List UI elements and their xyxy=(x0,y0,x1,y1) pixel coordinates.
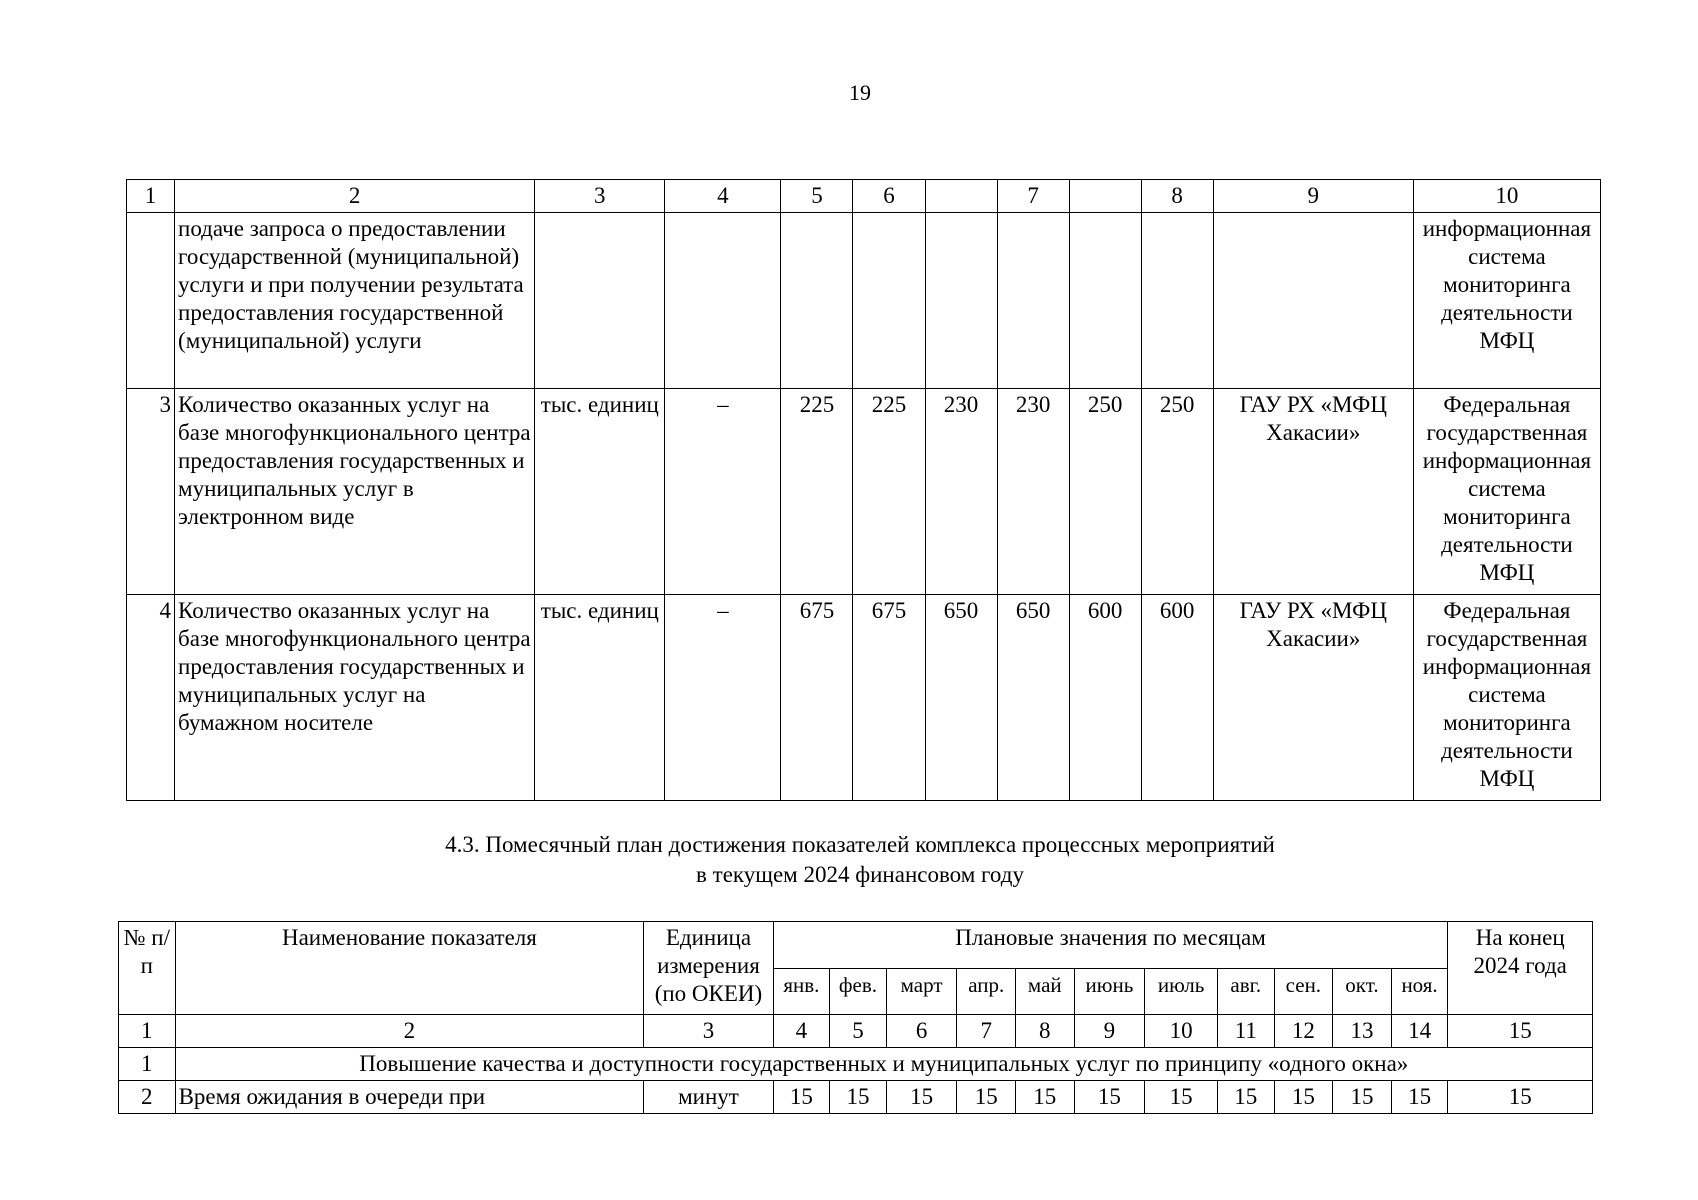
header-cell: 7 xyxy=(997,180,1069,213)
column-number-row xyxy=(119,1015,1593,1048)
year-end-header: На конец 2024 года xyxy=(1448,922,1593,1015)
month-header: июль xyxy=(1145,968,1218,1015)
table-row xyxy=(119,1081,1593,1114)
row-number xyxy=(127,213,175,389)
value-cell: 15 xyxy=(1145,1081,1218,1114)
value-cell: 225 xyxy=(853,389,925,595)
indicator-name: подаче запроса о предоставлении государственной (муниципальной) услуги и при получении результата предоставления государственной (муниципальной) услуги xyxy=(175,213,535,389)
month-header: окт. xyxy=(1333,968,1392,1015)
header-cell: 6 xyxy=(853,180,925,213)
indicators-table xyxy=(126,179,1601,801)
col-number: 6 xyxy=(886,1015,957,1048)
col-number: 14 xyxy=(1391,1015,1448,1048)
unit-cell: минут xyxy=(644,1081,773,1114)
value-cell: 15 xyxy=(886,1081,957,1114)
col-number: 7 xyxy=(957,1015,1016,1048)
indicator-name: Количество оказанных услуг на базе многофункционального центра предоставления государственных и муниципальных услуг на бумажном носителе xyxy=(175,595,535,801)
value-cell: 600 xyxy=(1069,595,1141,801)
col-number: 5 xyxy=(830,1015,887,1048)
section-title-line-1: 4.3. Помесячный план достижения показателей комплекса процессных мероприятий xyxy=(445,832,1275,857)
col-number: 4 xyxy=(773,1015,830,1048)
value-cell: 225 xyxy=(781,389,853,595)
month-header: сен. xyxy=(1274,968,1333,1015)
month-header: ноя. xyxy=(1391,968,1448,1015)
month-header: март xyxy=(886,968,957,1015)
header-cell: 5 xyxy=(781,180,853,213)
value-cell: 600 xyxy=(1141,595,1213,801)
month-header: май xyxy=(1016,968,1075,1015)
col-number: 8 xyxy=(1016,1015,1075,1048)
header-cell: 2 xyxy=(175,180,535,213)
monthly-plan-table xyxy=(118,921,1593,1114)
dash-cell: – xyxy=(665,595,781,801)
month-header: июнь xyxy=(1074,968,1145,1015)
section-heading: Повышение качества и доступности государственных и муниципальных услуг по принципу «одного окна» xyxy=(175,1048,1592,1081)
year-end-value: 15 xyxy=(1448,1081,1593,1114)
unit-cell: тыс. единиц xyxy=(535,389,665,595)
value-cell: 15 xyxy=(1016,1081,1075,1114)
table-row xyxy=(127,213,1601,389)
col-number: 15 xyxy=(1448,1015,1593,1048)
value-cell: 650 xyxy=(997,595,1069,801)
planned-values-header: Плановые значения по месяцам xyxy=(773,922,1448,969)
value-cell: 650 xyxy=(925,595,997,801)
dash-cell: – xyxy=(665,389,781,595)
column-number-row xyxy=(127,180,1601,213)
responsible-cell: ГАУ РХ «МФЦ Хакасии» xyxy=(1213,595,1413,801)
header-cell: 1 xyxy=(127,180,175,213)
table-row xyxy=(127,595,1601,801)
col-number: 10 xyxy=(1145,1015,1218,1048)
header-cell: 4 xyxy=(665,180,781,213)
name-header: Наименование показателя xyxy=(175,922,644,1015)
value-cell: 675 xyxy=(853,595,925,801)
table-row xyxy=(127,389,1601,595)
value-cell: 230 xyxy=(925,389,997,595)
value-cell: 15 xyxy=(830,1081,887,1114)
month-header: апр. xyxy=(957,968,1016,1015)
header-cell xyxy=(925,180,997,213)
value-cell: 250 xyxy=(1069,389,1141,595)
section-title xyxy=(0,830,1698,890)
value-cell: 15 xyxy=(1218,1081,1275,1114)
value-cell: 250 xyxy=(1141,389,1213,595)
header-row xyxy=(119,922,1593,969)
row-number: 1 xyxy=(119,1048,176,1081)
value-cell: 15 xyxy=(957,1081,1016,1114)
col-number: 13 xyxy=(1333,1015,1392,1048)
month-header: авг. xyxy=(1218,968,1275,1015)
col-number: 11 xyxy=(1218,1015,1275,1048)
month-header: янв. xyxy=(773,968,830,1015)
value-cell: 15 xyxy=(1391,1081,1448,1114)
value-cell: 15 xyxy=(1333,1081,1392,1114)
value-cell: 15 xyxy=(773,1081,830,1114)
value-cell: 15 xyxy=(1274,1081,1333,1114)
col-number: 2 xyxy=(175,1015,644,1048)
responsible-cell: ГАУ РХ «МФЦ Хакасии» xyxy=(1213,389,1413,595)
num-header: № п/п xyxy=(119,922,176,1015)
month-header: фев. xyxy=(830,968,887,1015)
header-cell: 10 xyxy=(1413,180,1600,213)
value-cell: 15 xyxy=(1074,1081,1145,1114)
value-cell: 230 xyxy=(997,389,1069,595)
unit-cell: тыс. единиц xyxy=(535,595,665,801)
data-source: Федеральная государственная информационная система мониторинга деятельности МФЦ xyxy=(1413,389,1600,595)
col-number: 12 xyxy=(1274,1015,1333,1048)
col-number: 3 xyxy=(644,1015,773,1048)
header-cell: 3 xyxy=(535,180,665,213)
section-row xyxy=(119,1048,1593,1081)
indicator-name: Количество оказанных услуг на базе многофункционального центра предоставления государственных и муниципальных услуг в электронном виде xyxy=(175,389,535,595)
value-cell: 675 xyxy=(781,595,853,801)
data-source: Федеральная государственная информационная система мониторинга деятельности МФЦ xyxy=(1413,595,1600,801)
data-source: информационная система мониторинга деятельности МФЦ xyxy=(1413,213,1600,389)
indicator-name: Время ожидания в очереди при xyxy=(175,1081,644,1114)
section-title-line-2: в текущем 2024 финансовом году xyxy=(696,862,1024,887)
row-number: 3 xyxy=(127,389,175,595)
header-cell: 8 xyxy=(1141,180,1213,213)
col-number: 1 xyxy=(119,1015,176,1048)
page-number: 19 xyxy=(849,80,871,105)
header-cell: 9 xyxy=(1213,180,1413,213)
header-cell xyxy=(1069,180,1141,213)
row-number: 2 xyxy=(119,1081,176,1114)
unit-header: Единица измерения (по ОКЕИ) xyxy=(644,922,773,1015)
row-number: 4 xyxy=(127,595,175,801)
col-number: 9 xyxy=(1074,1015,1145,1048)
